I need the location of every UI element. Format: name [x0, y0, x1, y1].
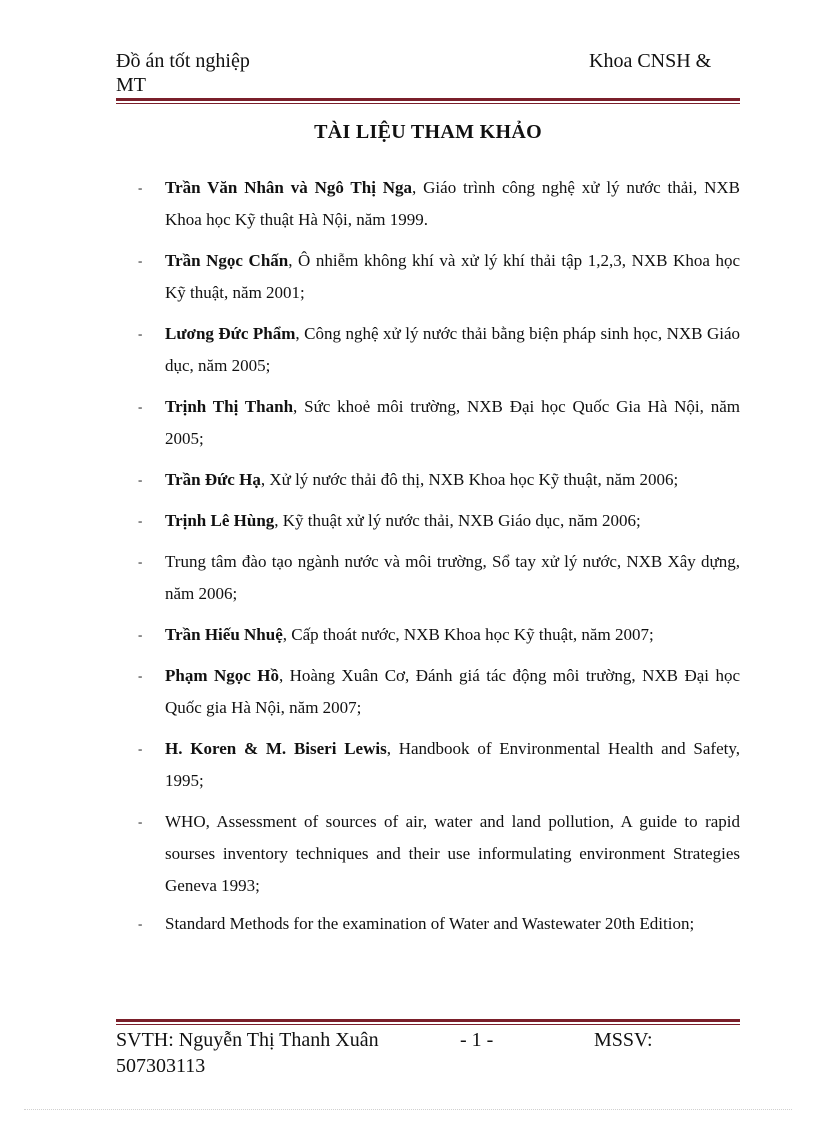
reference-item [116, 546, 740, 610]
reference-author: Trịnh Lê Hùng [165, 511, 275, 530]
footer-id-value: 507303113 [116, 1055, 206, 1077]
bullet-dash: - [138, 472, 143, 487]
reference-item [116, 660, 740, 724]
reference-author: Phạm Ngọc Hồ [165, 666, 279, 685]
reference-author: Trịnh Thị Thanh [165, 397, 294, 416]
reference-item [116, 908, 740, 940]
reference-author: Trần Hiếu Nhuệ [165, 625, 283, 644]
reference-item [116, 318, 740, 382]
header-rule [116, 98, 740, 104]
bullet-dash: - [138, 741, 143, 756]
reference-text: , Hoàng Xuân Cơ, Đánh giá tác động môi trường, NXB Đại học Quốc gia Hà Nội, năm 2007; [165, 666, 740, 717]
reference-item [116, 464, 740, 496]
page-footer [116, 1028, 740, 1077]
reference-text: , Kỹ thuật xử lý nước thải, NXB Giáo dục, năm 2006; [274, 511, 641, 530]
page-edge-divider [24, 1109, 792, 1110]
header-right: Khoa CNSH & [589, 50, 712, 72]
footer-student: SVTH: Nguyễn Thị Thanh Xuân [116, 1029, 379, 1051]
bullet-dash: - [138, 554, 143, 569]
reference-item [116, 391, 740, 455]
reference-item [116, 245, 740, 309]
footer-rule [116, 1019, 740, 1025]
reference-text: , Ô nhiễm không khí và xử lý khí thải tập 1,2,3, NXB Khoa học Kỹ thuật, năm 2001; [165, 251, 740, 302]
reference-author: Trần Đức Hạ [165, 470, 261, 489]
reference-item [116, 505, 740, 537]
reference-text: Trung tâm đào tạo ngành nước và môi trường, Sổ tay xử lý nước, NXB Xây dựng, năm 2006; [165, 552, 740, 603]
reference-text: WHO, Assessment of sources of air, water and land pollution, A guide to rapid sourses inventory techniques and their use informulating environment Strategies Geneva 1993; [165, 812, 740, 895]
reference-list [116, 172, 740, 949]
bullet-dash: - [138, 916, 143, 931]
page-title: TÀI LIỆU THAM KHẢO [314, 121, 542, 143]
bullet-dash: - [138, 253, 143, 268]
bullet-dash: - [138, 668, 143, 683]
footer-id-label: MSSV: [594, 1029, 653, 1051]
reference-text: , Xử lý nước thải đô thị, NXB Khoa học Kỹ thuật, năm 2006; [260, 470, 679, 489]
reference-text: Standard Methods for the examination of Water and Wastewater 20th Edition; [165, 914, 695, 933]
bullet-dash: - [138, 326, 143, 341]
reference-text: , Cấp thoát nước, NXB Khoa học Kỹ thuật, năm 2007; [282, 625, 654, 644]
reference-author: Trần Ngọc Chấn [165, 251, 289, 270]
bullet-dash: - [138, 180, 143, 195]
bullet-dash: - [138, 814, 143, 829]
reference-text: , Sức khoẻ môi trường, NXB Đại học Quốc Gia Hà Nội, năm 2005; [165, 397, 740, 448]
reference-text: , Giáo trình công nghệ xử lý nước thải, NXB Khoa học Kỹ thuật Hà Nội, năm 1999. [165, 178, 740, 229]
reference-item [116, 619, 740, 651]
reference-item [116, 733, 740, 797]
reference-text: , Handbook of Environmental Health and Safety, 1995; [165, 739, 741, 790]
reference-author: Lương Đức Phẩm [165, 324, 296, 343]
header-left-text: Đồ án tốt nghiệp [116, 50, 250, 72]
reference-author: H. Koren & M. Biseri Lewis [165, 739, 387, 758]
reference-item [116, 806, 740, 902]
header-left [116, 49, 336, 97]
bullet-dash: - [138, 627, 143, 642]
header-left-line2: MT [116, 74, 146, 96]
bullet-dash: - [138, 513, 143, 528]
page-number: - 1 - [460, 1029, 494, 1051]
bullet-dash: - [138, 399, 143, 414]
reference-item [116, 172, 740, 236]
reference-author: Trần Văn Nhân và Ngô Thị Nga [165, 178, 413, 197]
reference-text: , Công nghệ xử lý nước thải bằng biện pháp sinh học, NXB Giáo dục, năm 2005; [165, 324, 741, 375]
